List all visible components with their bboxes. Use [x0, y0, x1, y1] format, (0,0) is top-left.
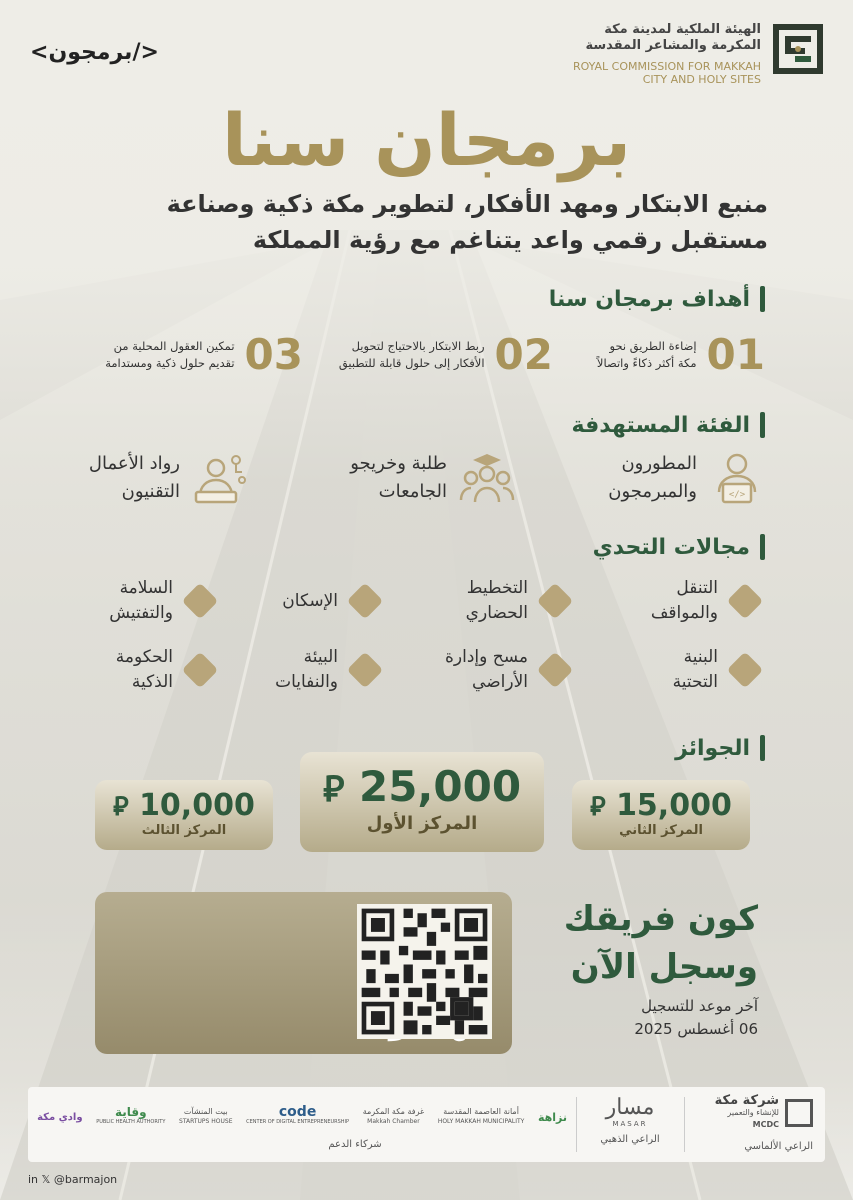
heading-bar — [760, 735, 765, 761]
social-footer[interactable] — [28, 1173, 117, 1186]
goal-text: تقديم حلول ذكية ومستدامة — [105, 355, 235, 370]
partner-name: وقاية — [114, 1105, 147, 1119]
audience-text: طلبة وخريجو — [350, 453, 447, 474]
prizes-heading-text: الجوائز — [675, 735, 750, 761]
developer-icon — [709, 450, 765, 506]
goal-number: 02 — [494, 330, 553, 379]
partner-logo — [96, 1107, 165, 1127]
audience-heading — [571, 412, 765, 438]
partner-logo — [363, 1107, 424, 1127]
prizes-heading — [675, 735, 765, 761]
partner-name: CENTER OF DIGITAL ENTREPRENEURSHIP — [246, 1119, 350, 1125]
field-item — [275, 645, 378, 695]
partner-logo: وادي مكة — [37, 1111, 83, 1123]
deadline — [528, 995, 758, 1041]
partner-logo: نزاهة — [537, 1110, 567, 1124]
field-text: الذكية — [131, 672, 173, 692]
divider — [576, 1097, 577, 1152]
diamond-bullet-icon — [182, 652, 219, 689]
royal-commission-emblem — [771, 22, 825, 76]
audience-item — [608, 450, 765, 506]
prize-amount: 25,000 — [358, 762, 522, 811]
heading-bar — [760, 534, 765, 560]
deadline-date: 06 أغسطس 2025 — [634, 1020, 758, 1038]
partner-name: HOLY MAKKAH MUNICIPALITY — [437, 1118, 525, 1125]
diamond-bullet-icon — [727, 652, 764, 689]
partner-name: code — [278, 1104, 317, 1120]
prize-card-second — [572, 780, 750, 850]
audience-text: التقنيون — [121, 481, 180, 502]
goal-number: 03 — [244, 330, 303, 379]
subtitle-line-1: منبع الابتكار ومهد الأفكار، لتطوير مكة ذكية وصناعة — [166, 190, 768, 218]
org-name-en: ROYAL COMMISSION FOR MAKKAH CITY AND HOLY SITES — [572, 60, 761, 86]
field-item — [673, 645, 758, 695]
field-item — [109, 576, 213, 626]
goal-text: إضاءة الطريق نحو — [609, 338, 697, 353]
prize-place: المركز الثاني — [619, 823, 703, 838]
sponsors-bar — [28, 1087, 825, 1162]
partner-name: أمانة العاصمة المقدسة — [443, 1107, 519, 1116]
audience-text: المطورون — [621, 453, 697, 474]
partner-name: PUBLIC HEALTH AUTHORITY — [96, 1119, 166, 1125]
audience-item — [89, 450, 248, 506]
gold-sponsor-en: MASAR — [612, 1120, 648, 1128]
field-item — [445, 645, 568, 695]
field-text: التخطيط — [466, 578, 528, 598]
register-cta — [528, 895, 758, 991]
riyal-icon: ⃁ — [590, 792, 606, 822]
support-partners — [37, 1097, 567, 1137]
riyal-icon: ⃁ — [113, 792, 129, 822]
field-item — [116, 645, 213, 695]
diamond-bullet-icon — [537, 652, 574, 689]
svg-text:</>: </> — [728, 490, 746, 500]
diamond-sponsor — [693, 1095, 813, 1152]
field-text: الأراضي — [472, 672, 528, 692]
partner-name: بيت المنشآت — [183, 1107, 228, 1116]
brand-logo-text: <برمجون/> — [30, 40, 159, 65]
deadline-label: آخر موعد للتسجيل — [641, 997, 758, 1015]
field-text: البيئة — [303, 647, 338, 667]
field-item — [282, 588, 378, 614]
entrepreneur-icon — [192, 450, 248, 506]
field-text: والمواقف — [650, 603, 718, 623]
partner-name: غرفة مكة المكرمة — [362, 1107, 425, 1116]
fields-heading — [593, 534, 765, 560]
fields-heading-text: مجالات التحدي — [592, 534, 750, 560]
prize-card-third — [95, 780, 273, 850]
org-name-ar: الهيئة الملكية لمدينة مكة المكرمة والمشاعر المقدسة — [585, 22, 761, 53]
goal-number: 01 — [706, 330, 765, 379]
gold-sponsor-name: مسار — [605, 1095, 655, 1120]
goal-text: الأفكار إلى حلول قابلة للتطبيق — [338, 355, 485, 370]
audience-text: الجامعات — [378, 481, 447, 502]
social-handle[interactable]: @barmajon — [53, 1173, 118, 1186]
audience-text: رواد الأعمال — [88, 453, 180, 474]
gold-sponsor-label: الراعي الذهبي — [600, 1134, 660, 1145]
audience-item — [350, 450, 515, 506]
field-item — [651, 576, 758, 626]
diamond-bullet-icon — [347, 652, 384, 689]
goal-text: ربط الابتكار بالاحتياج لتحويل — [351, 338, 485, 353]
diamond-sponsor-name: شركة مكة — [714, 1093, 779, 1108]
page-title: برمجان سنا — [221, 98, 632, 182]
partner-logo — [246, 1104, 350, 1127]
partner-name: STARTUPS HOUSE — [179, 1118, 233, 1125]
goal-item — [105, 330, 303, 379]
field-text: مسح وإدارة — [445, 647, 528, 667]
audience-text: والمبرمجون — [608, 481, 697, 502]
diamond-bullet-icon — [727, 583, 764, 620]
audience-heading-text: الفئة المستهدفة — [571, 412, 750, 438]
goal-item — [339, 330, 553, 379]
partner-logo — [179, 1107, 232, 1127]
cta-text: كون فريقك — [563, 899, 758, 939]
diamond-sponsor-en: MCDC — [752, 1120, 779, 1129]
field-text: التحتية — [672, 672, 718, 692]
field-text: البنية — [683, 647, 718, 667]
goal-text: مكة أكثر ذكاءً واتصالاً — [596, 355, 697, 370]
field-text: الإسكان — [282, 590, 338, 611]
qr-code-icon[interactable] — [357, 904, 492, 1039]
diamond-bullet-icon — [537, 583, 574, 620]
heading-bar — [760, 286, 765, 312]
support-partners-label: شركاء الدعم — [328, 1139, 382, 1150]
diamond-sponsor-label: الراعي الألماسي — [744, 1141, 813, 1152]
goal-text: تمكين العقول المحلية من — [113, 338, 235, 353]
goal-item — [597, 330, 765, 379]
goals-heading — [549, 286, 765, 312]
cta-text: وسجل الآن — [570, 947, 758, 987]
website-qr-card[interactable] — [95, 892, 512, 1054]
graduates-icon — [459, 450, 515, 506]
field-text: والنفايات — [275, 672, 338, 692]
field-text: الحضاري — [465, 603, 528, 623]
prize-amount: 15,000 — [616, 788, 732, 823]
partner-logo — [438, 1107, 525, 1127]
riyal-icon: ⃁ — [322, 769, 345, 810]
diamond-sponsor-sub: للإنشاء والتعمير — [727, 1108, 779, 1117]
partner-name: Makkah Chamber — [367, 1118, 420, 1125]
subtitle-line-2: مستقبل رقمي واعد يتناغم مع رؤية المملكة — [252, 226, 768, 254]
prize-place: المركز الأول — [366, 813, 478, 834]
diamond-bullet-icon — [347, 583, 384, 620]
prize-card-first — [300, 752, 544, 852]
field-text: الحكومة — [115, 647, 173, 667]
gold-sponsor — [585, 1095, 675, 1145]
diamond-bullet-icon — [182, 583, 219, 620]
social-icons[interactable]: in 𝕏 — [28, 1173, 51, 1186]
prize-amount: 10,000 — [139, 788, 255, 823]
divider — [684, 1097, 685, 1152]
field-text: السلامة — [119, 578, 173, 598]
field-text: التنقل — [676, 578, 718, 598]
field-item — [466, 576, 568, 626]
goals-heading-text: أهداف برمجان سنا — [548, 286, 750, 312]
mcdc-logo-icon — [785, 1099, 813, 1127]
emblem-icon — [771, 22, 825, 76]
prize-place: المركز الثالث — [141, 823, 227, 838]
field-text: والتفتيش — [109, 603, 173, 623]
heading-bar — [760, 412, 765, 438]
